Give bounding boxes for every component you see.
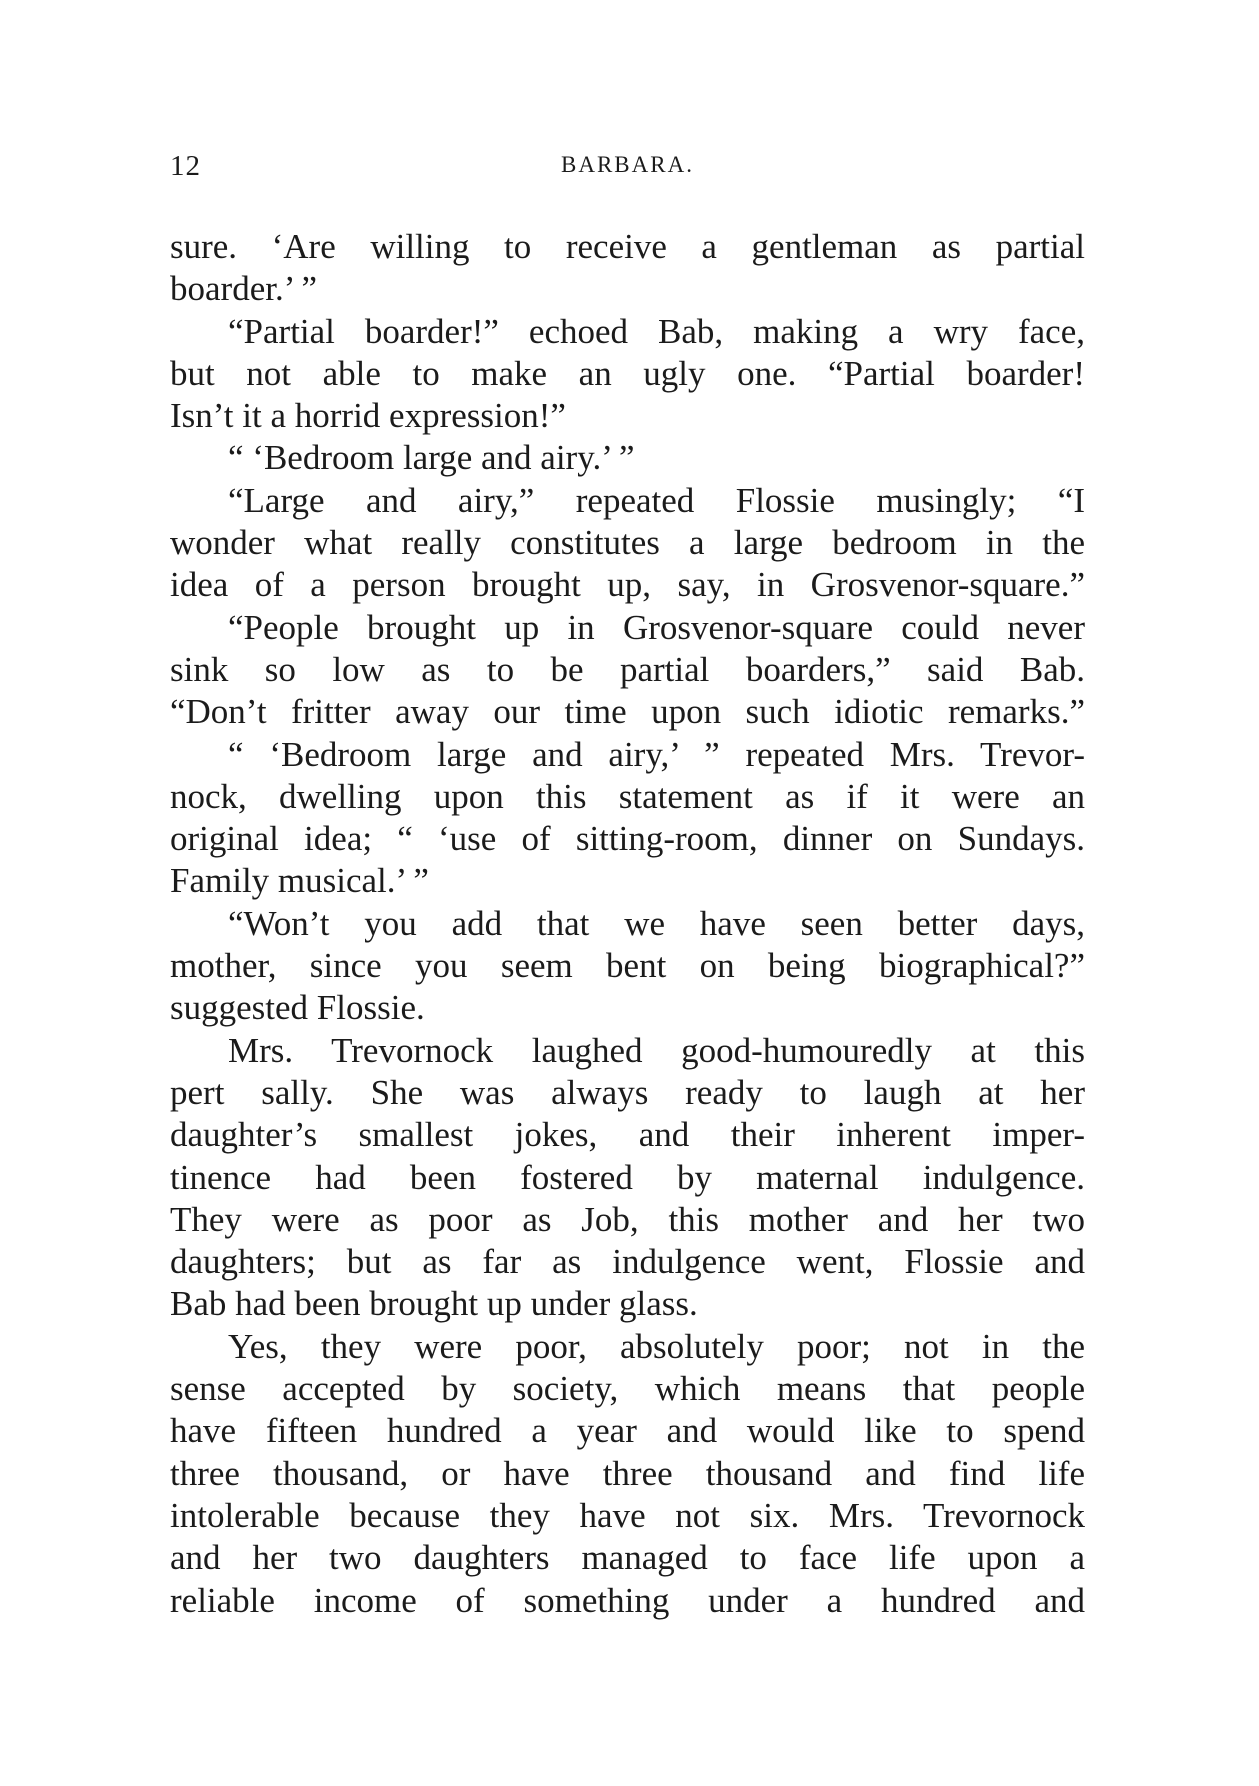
- text-line: daughters; but as far as indulgence went, Flossie and: [170, 1242, 1085, 1282]
- text-line: wonder what really constitutes a large bedroom in the: [170, 523, 1085, 563]
- text-line: have fifteen hundred a year and would like to spend: [170, 1411, 1085, 1451]
- text-line: Isn’t it a horrid expression!”: [170, 396, 566, 436]
- text-line: boarder.’ ”: [170, 269, 318, 309]
- text-line: but not able to make an ugly one. “Partial boarder!: [170, 353, 1085, 393]
- text-line: “People brought up in Grosvenor-square could never: [228, 607, 1085, 647]
- body-text: [170, 226, 1085, 1622]
- text-line: “ ‘Bedroom large and airy.’ ”: [228, 438, 635, 478]
- text-line: sure. ‘Are willing to receive a gentleman as partial: [170, 227, 1085, 266]
- text-line: idea of a person brought up, say, in Grosvenor-square.”: [170, 565, 1085, 605]
- text-line: sense accepted by society, which means that people: [170, 1369, 1085, 1409]
- text-line: sink so low as to be partial boarders,” said Bab.: [170, 649, 1085, 689]
- text-line: Yes, they were poor, absolutely poor; not in the: [228, 1326, 1085, 1366]
- text-line: Mrs. Trevornock laughed good-humouredly at this: [228, 1030, 1085, 1070]
- text-line: tinence had been fostered by maternal indulgence.: [170, 1157, 1085, 1197]
- text-line: “Don’t fritter away our time upon such idiotic remarks.”: [170, 692, 1085, 732]
- running-title: BARBARA.: [561, 152, 694, 177]
- text-line: Bab had been brought up under glass.: [170, 1284, 698, 1324]
- text-line: Family musical.’ ”: [170, 861, 429, 901]
- text-line: suggested Flossie.: [170, 988, 425, 1028]
- text-line: pert sally. She was always ready to laugh at her: [170, 1072, 1085, 1112]
- page-number: 12: [170, 150, 201, 182]
- page-header: [170, 150, 1085, 190]
- text-line: nock, dwelling upon this statement as if it were an: [170, 776, 1085, 816]
- text-line: intolerable because they have not six. Mrs. Trevornock: [170, 1495, 1085, 1535]
- text-line: daughter’s smallest jokes, and their inherent imper-: [170, 1115, 1085, 1155]
- text-line: three thousand, or have three thousand and find life: [170, 1453, 1085, 1493]
- text-line: reliable income of something under a hundred and: [170, 1580, 1085, 1620]
- text-line: and her two daughters managed to face life upon a: [170, 1538, 1085, 1578]
- text-line: They were as poor as Job, this mother and her two: [170, 1199, 1085, 1239]
- text-line: “Large and airy,” repeated Flossie musingly; “I: [228, 480, 1085, 520]
- text-line: mother, since you seem bent on being biographical?”: [170, 946, 1085, 986]
- text-line: “Partial boarder!” echoed Bab, making a wry face,: [228, 311, 1085, 351]
- text-line: “Won’t you add that we have seen better days,: [228, 903, 1085, 943]
- text-line: original idea; “ ‘use of sitting-room, dinner on Sundays.: [170, 819, 1085, 859]
- text-line: “ ‘Bedroom large and airy,’ ” repeated Mrs. Trevor-: [228, 734, 1085, 774]
